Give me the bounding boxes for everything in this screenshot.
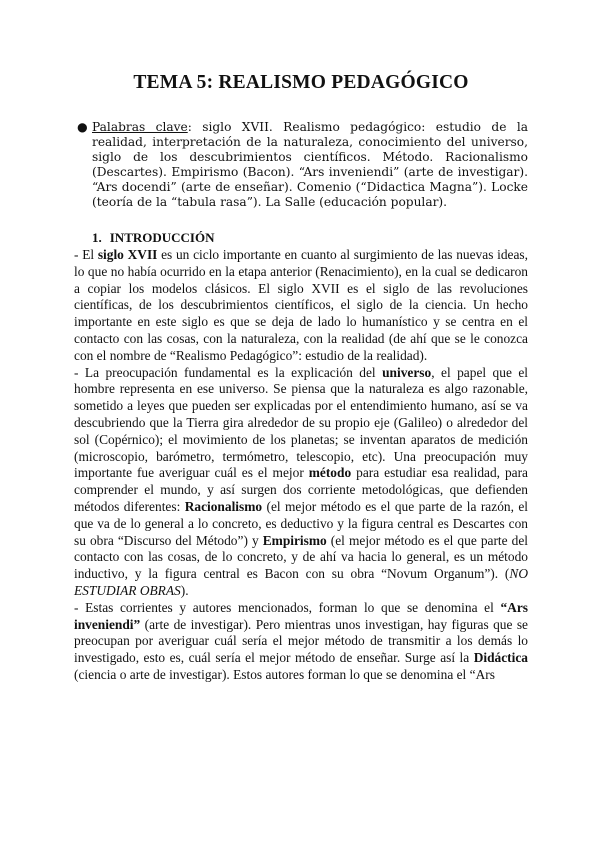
keywords-list-item [74,120,528,210]
paragraph-1 [74,247,528,365]
bold-term: universo [382,364,432,380]
document-page [74,60,528,684]
section-number: 1. [92,230,102,245]
section-title: INTRODUCCIÓN [109,230,215,245]
text-run: - La preocupación fundamental es la explicación del [74,364,383,380]
paragraph-2 [74,365,528,600]
bullet-icon: ● [77,120,88,134]
text-run: es un ciclo importante en cuanto al surgimiento de las nuevas ideas, lo que no había ocurrido en la etapa anterior (Renacimiento), en la cual se dedicaron a copiar los modelos clásicos. El siglo XVII es el siglo de las revoluciones científicas, de los descubrimientos científicos, el siglo de la ciencia. Un hecho importante en este siglo es que se deja de lado lo humanístico y se centra en el contacto con las cosas, con la naturaleza, con la realidad (de ahí que se le conozca con el nombre de “Realismo Pedagógico”: estudio de la realidad). [74,247,528,363]
text-run: - Estas corrientes y autores mencionados, forman lo que se denomina el [74,599,501,615]
bold-term: Didáctica [473,650,528,666]
italic-note: NO ESTUDIAR OBRAS [74,566,528,598]
keywords-separator: : [187,120,192,134]
text-run: ). [180,582,189,598]
bold-term: Empirismo [262,532,327,548]
text-run: (ciencia o arte de investigar). Estos autores forman lo que se denomina el “Ars [74,666,495,682]
text-run: , el papel que el hombre representa en ese universo. Se piensa que la naturaleza es algo razonable, sometido a leyes que pueden ser explicadas por el entendimiento humano, así se va descubriendo que la Tierra gira alrededor de su propio eje (Galileo) o alrededor del sol (Copérnico); el movimiento de los planetas; se inventan aparatos de medición (microscopio, barómetro, termómetro, telescopio, etc). Una preocupación muy importante fue averiguar cuál es el mejor [74,364,528,481]
section-heading [74,230,528,246]
keywords-text: siglo XVII. Realismo pedagógico: estudio de la realidad, interpretación de la naturaleza, conocimiento del universo, siglo de los descubrimientos científicos. Método. Racionalismo (Descartes). Empirismo (Bacon). “Ars inveniendi” (arte de investigar). “Ars docendi” (arte de enseñar). Comenio (“Didactica Magna”). Locke (teoría de la “tabula rasa”). La Salle (educación popular). [92,120,528,209]
bold-term: “Ars inveniendi” [74,599,528,632]
keywords-label: Palabras clave [92,120,188,134]
paragraph-3 [74,600,528,684]
bold-term: Racionalismo [184,498,263,514]
text-run: (el mejor método es el que parte de la razón, el que va de lo general a lo concreto, es deductivo y la figura central es Descartes con su obra “Discurso del Método”) y [74,498,528,548]
page-title: TEMA 5: REALISMO PEDAGÓGICO [133,72,469,93]
text-run: para estudiar esa realidad, para comprender el mundo, y así surgen dos corriente metodológicas, que defienden métodos diferentes: [74,465,528,514]
bold-term: método [308,465,352,481]
text-run: (arte de investigar). Pero mientras unos investigan, hay figuras que se preocupan por averiguar cuál sería el mejor método de transmitir a los demás lo investigado, esto es, cuál sería el mejor método de enseñar. Surge así la [74,616,528,666]
bold-term: siglo XVII [97,247,158,262]
text-run: (el mejor método es el que parte del contacto con las cosas, de lo concreto, y de ahí va hacia lo general, es un método inductivo, y la figura central es Bacon con su obra “Novum Organum”). ( [74,532,529,582]
text-run: - El [74,247,98,262]
